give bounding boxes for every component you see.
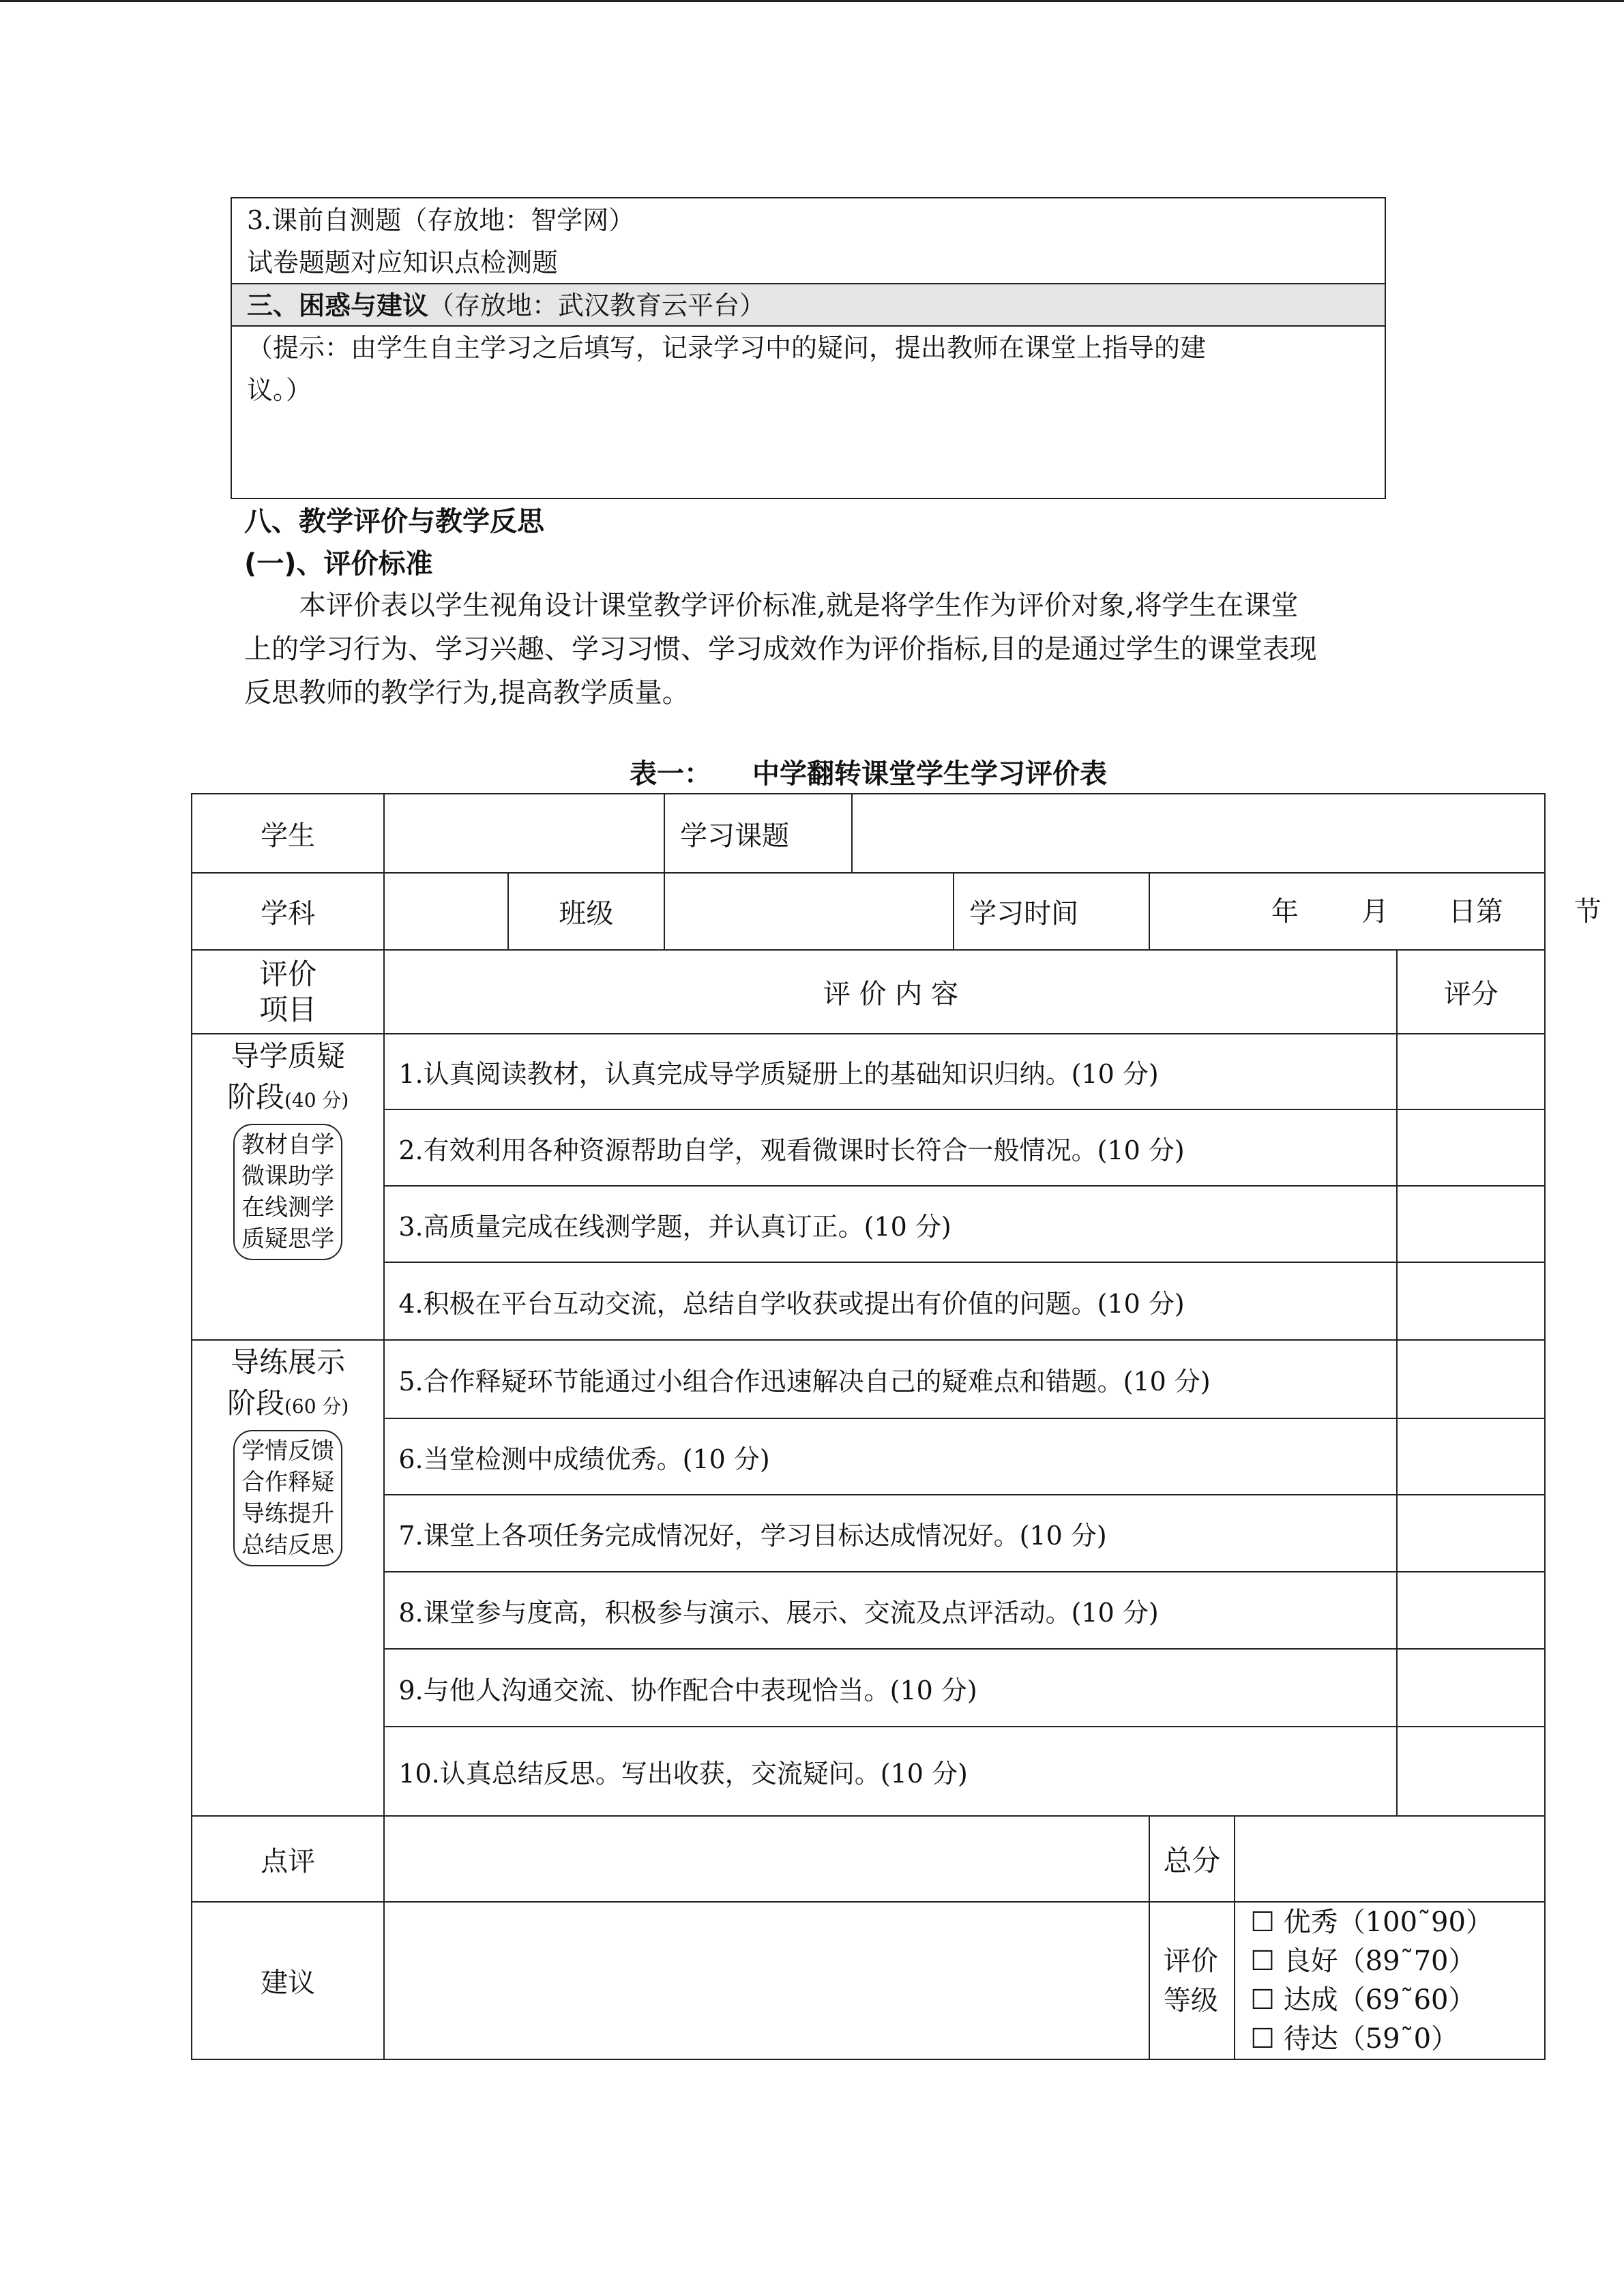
caption-title: 中学翻转课堂学生学习评价表: [752, 758, 1107, 790]
comment-row: [192, 1816, 1545, 1902]
class-label: 班级: [508, 873, 665, 950]
time-label: 学习时间: [954, 873, 1149, 950]
stage2-title-line1: 导练展示: [231, 1345, 346, 1379]
header-item: [192, 950, 384, 1034]
subject-input[interactable]: [384, 873, 507, 950]
caption-prefix: 表一：: [630, 758, 711, 790]
score-cell[interactable]: [1397, 1418, 1545, 1495]
student-row: [192, 794, 1545, 873]
stage1-method: 质疑思学: [241, 1225, 335, 1253]
page-top-border: [0, 0, 1624, 2]
grade-label-line2: 等级: [1163, 1984, 1218, 2016]
stage2-cell: [192, 1340, 384, 1816]
grade-label: [1149, 1902, 1235, 2059]
score-cell[interactable]: [1397, 1262, 1545, 1340]
date-period: 节: [1574, 895, 1601, 927]
stage1-title-line1: 导学质疑: [231, 1039, 346, 1073]
topic-label: 学习课题: [664, 794, 852, 873]
score-cell[interactable]: [1397, 1727, 1545, 1816]
date-month: 月: [1361, 895, 1389, 927]
section3-title-line: [247, 290, 766, 320]
header-content: 评 价 内 容: [384, 950, 1397, 1034]
score-cell[interactable]: [1397, 1572, 1545, 1649]
stage2-points: (60 分): [284, 1395, 349, 1418]
section8-subheading: (一)、评价标准: [244, 548, 433, 580]
class-input[interactable]: [664, 873, 954, 950]
para-line-2: 上的学习行为、学习兴趣、学习习惯、学习成效作为评价指标,目的是通过学生的课堂表现: [244, 633, 1317, 665]
score-cell[interactable]: [1397, 1495, 1545, 1572]
item-text: 3.高质量完成在线测学题，并认真订正。(10 分): [384, 1186, 1397, 1262]
topic-input[interactable]: [852, 794, 1545, 873]
item-row: [192, 1186, 1545, 1262]
score-cell[interactable]: [1397, 1186, 1545, 1262]
grade-option-pending[interactable]: ☐ 待达（59˜0）: [1250, 2023, 1459, 2055]
item-row: [192, 1262, 1545, 1340]
section3-location: （存放地：武汉教育云平台）: [428, 290, 766, 320]
stage1-points: (40 分): [284, 1089, 349, 1112]
date-parts: [1150, 895, 1601, 927]
item-text: 7.课堂上各项任务完成情况好，学习目标达成情况好。(10 分): [384, 1495, 1397, 1572]
item-row: [192, 1340, 1545, 1418]
date-field[interactable]: [1149, 873, 1601, 950]
item-row: [192, 1649, 1545, 1727]
hint-line-1: （提示：由学生自主学习之后填写，记录学习中的疑问，提出教师在课堂上指导的建: [247, 333, 1207, 363]
score-cell[interactable]: [1397, 1109, 1545, 1186]
grade-option-excellent[interactable]: ☐ 优秀（100˜90）: [1250, 1906, 1493, 1938]
score-cell[interactable]: [1397, 1649, 1545, 1727]
self-test-row: [232, 198, 1385, 284]
score-cell[interactable]: [1397, 1034, 1545, 1109]
stage2-methods-box: [233, 1430, 342, 1566]
item-text: 4.积极在平台互动交流，总结自学收获或提出有价值的问题。(10 分): [384, 1262, 1397, 1340]
stage2-method: 学情反馈: [241, 1437, 335, 1465]
suggestion-label: 建议: [192, 1902, 384, 2059]
item-row: [192, 1495, 1545, 1572]
student-input[interactable]: [384, 794, 664, 873]
item-row: [192, 1418, 1545, 1495]
suggestion-input[interactable]: [384, 1902, 1149, 2059]
para-line-3: 反思教师的教学行为,提高教学质量。: [244, 677, 690, 709]
date-day: 日第: [1448, 895, 1503, 927]
item-row: [192, 1034, 1545, 1109]
section3-title: 三、困惑与建议: [247, 290, 429, 320]
stage2-title-line2: [192, 1384, 383, 1426]
score-cell[interactable]: [1397, 1340, 1545, 1418]
stage1-method: 教材自学: [241, 1131, 335, 1159]
stage2-method: 总结反思: [241, 1532, 335, 1559]
stage2-method: 合作释疑: [241, 1469, 335, 1496]
header-row: [192, 950, 1545, 1034]
total-label: 总分: [1149, 1816, 1235, 1902]
self-test-desc: 试卷题题对应知识点检测题: [247, 248, 559, 278]
item-text: 2.有效利用各种资源帮助自学，观看微课时长符合一般情况。(10 分): [384, 1109, 1397, 1186]
stage1-title-line2: [192, 1078, 383, 1120]
section8-paragraph: [244, 584, 1431, 715]
stage1-method: 微课助学: [241, 1163, 335, 1190]
item-row: [192, 1572, 1545, 1649]
table-caption: [191, 760, 1546, 788]
comment-label: 点评: [192, 1816, 384, 1902]
section8-heading: 八、教学评价与教学反思: [244, 506, 544, 537]
grade-option-good[interactable]: ☐ 良好（89˜70）: [1250, 1945, 1476, 1977]
stage2-title: 阶段: [226, 1386, 284, 1420]
pre-class-box: [231, 197, 1386, 499]
item-row: [192, 1109, 1545, 1186]
stage2-method: 导练提升: [241, 1500, 335, 1527]
hint-area: [232, 327, 1385, 498]
subject-row: [192, 873, 1545, 950]
item-text: 6.当堂检测中成绩优秀。(10 分): [384, 1418, 1397, 1495]
hint-line-2: 议。）: [247, 375, 312, 405]
section3-header: [232, 284, 1385, 327]
total-input[interactable]: [1235, 1816, 1545, 1902]
grade-label-line1: 评价: [1163, 1945, 1218, 1977]
comment-input[interactable]: [384, 1816, 1149, 1902]
header-item-line2: 项目: [259, 992, 317, 1026]
item-text: 1.认真阅读教材，认真完成导学质疑册上的基础知识归纳。(10 分): [384, 1034, 1397, 1109]
self-test-title: 3.课前自测题（存放地：智学网）: [247, 205, 635, 235]
student-label: 学生: [192, 794, 384, 873]
stage1-cell: [192, 1034, 384, 1340]
header-item-line1: 评价: [259, 957, 317, 991]
item-text: 9.与他人沟通交流、协作配合中表现恰当。(10 分): [384, 1649, 1397, 1727]
item-text: 10.认真总结反思。写出收获，交流疑问。(10 分): [384, 1727, 1397, 1816]
evaluation-table: [191, 793, 1601, 2060]
stage1-methods-box: [233, 1124, 342, 1260]
stage1-title: 阶段: [226, 1080, 284, 1114]
header-score: 评分: [1397, 950, 1545, 1034]
item-text: 8.课堂参与度高，积极参与演示、展示、交流及点评活动。(10 分): [384, 1572, 1397, 1649]
grade-option-pass[interactable]: ☐ 达成（69˜60）: [1250, 1984, 1476, 2016]
stage1-method: 在线测学: [241, 1194, 335, 1221]
grade-options: [1235, 1902, 1545, 2059]
date-year: 年: [1271, 895, 1299, 927]
item-row: [192, 1727, 1545, 1816]
suggestion-row: [192, 1902, 1545, 2059]
subject-label: 学科: [192, 873, 384, 950]
para-line-1: 本评价表以学生视角设计课堂教学评价标准,就是将学生作为评价对象,将学生在课堂: [299, 590, 1299, 621]
item-text: 5.合作释疑环节能通过小组合作迅速解决自己的疑难点和错题。(10 分): [384, 1340, 1397, 1418]
